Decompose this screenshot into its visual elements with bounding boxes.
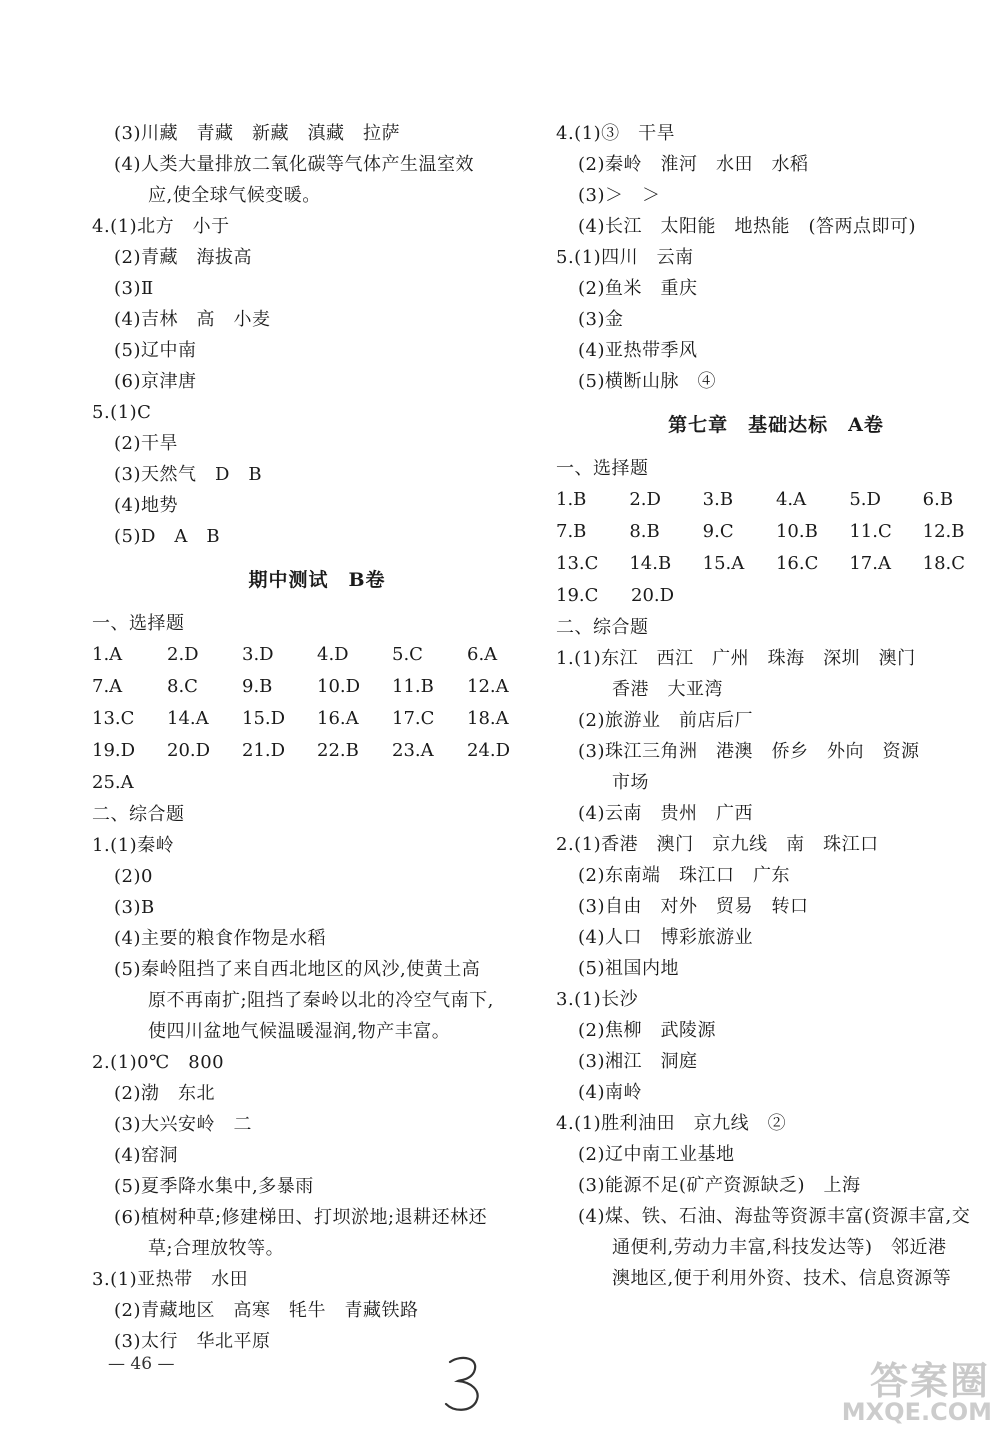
synthesis-line: (3)大兴安岭 二 [114, 1114, 252, 1135]
choice-answer: 8.B [629, 521, 660, 542]
choice-row [92, 671, 542, 703]
page-number: — 46 — [108, 1354, 175, 1374]
choice-answer: 4.D [317, 644, 349, 665]
synthesis-line: 草;合理放牧等。 [148, 1238, 285, 1259]
answer-line: (3)川藏 青藏 新藏 滇藏 拉萨 [114, 123, 400, 144]
choice-answer: 18.A [467, 708, 509, 729]
synthesis-line: 使四川盆地气候温暖湿润,物产丰富。 [148, 1021, 451, 1042]
choice-answers-right [556, 484, 996, 612]
synthesis-line: (2)旅游业 前店后厂 [578, 710, 753, 731]
answer-line: (2)干旱 [114, 433, 178, 454]
answer-line: (3)＞ ＞ [578, 185, 661, 206]
synthesis-line: (5)夏季降水集中,多暴雨 [114, 1176, 314, 1197]
synthesis-line: (3)能源不足(矿产资源缺乏) 上海 [578, 1175, 861, 1196]
answer-line: (4)亚热带季风 [578, 340, 698, 361]
synthesis-line: (6)植树种草;修建梯田、打坝淤地;退耕还林还 [114, 1207, 488, 1228]
answer-line: (5)横断山脉 ④ [578, 371, 716, 392]
synthesis-line: (2)渤 东北 [114, 1083, 215, 1104]
answer-line: 5.(1)C [92, 402, 152, 423]
choice-answers-left [92, 639, 542, 799]
watermark [841, 1350, 994, 1432]
answer-line: (5)D A B [114, 526, 221, 547]
choice-answer: 6.A [467, 644, 498, 665]
choice-answer: 16.A [317, 708, 359, 729]
choice-answer: 24.D [467, 740, 511, 761]
answer-line: (4)人类大量排放二氧化碳等气体产生温室效 [114, 154, 474, 175]
synthesis-line: 通便利,劳动力丰富,科技发达等) 邻近港 [612, 1237, 947, 1258]
answer-line: (4)长江 太阳能 地热能 (答两点即可) [578, 216, 917, 237]
choice-answer: 20.D [167, 740, 211, 761]
choice-row [556, 484, 996, 516]
synthesis-line: (4)煤、铁、石油、海盐等资源丰富(资源丰富,交 [578, 1206, 971, 1227]
choice-answer: 5.D [849, 489, 881, 510]
choice-answer: 13.C [92, 708, 135, 729]
choice-answer: 11.C [849, 521, 892, 542]
synthesis-line: (5)秦岭阻挡了来自西北地区的风沙,使黄土高 [114, 959, 481, 980]
answer-line: (5)辽中南 [114, 340, 197, 361]
synthesis-line: 1.(1)东江 西江 广州 珠海 深圳 澳门 [556, 648, 916, 669]
choice-answer: 9.B [242, 676, 273, 697]
choice-answer: 1.A [92, 644, 123, 665]
choice-answer: 19.D [92, 740, 136, 761]
synthesis-line: (4)人口 博彩旅游业 [578, 927, 753, 948]
synthesis-line: (2)辽中南工业基地 [578, 1144, 735, 1165]
choice-answer: 6.B [922, 489, 954, 510]
answer-line: (3)天然气 D B [114, 464, 263, 485]
section-title-midterm: 期中测试 B卷 [248, 569, 386, 591]
choice-answer: 13.C [556, 553, 599, 574]
choice-answer: 16.C [775, 553, 819, 574]
choice-answer: 7.A [92, 676, 123, 697]
left-intro-block [92, 118, 542, 552]
synthesis-line: (4)窑洞 [114, 1145, 178, 1166]
choice-answer: 10.D [317, 676, 361, 697]
synthesis-line: 3.(1)长沙 [556, 989, 639, 1010]
synthesis-line: 原不再南扩;阻挡了秦岭以北的冷空气南下, [148, 990, 494, 1011]
choice-row [556, 548, 996, 580]
choice-answer: 19.C [556, 585, 599, 606]
choice-answer: 3.B [702, 489, 734, 510]
watermark-title: 答案圈 [869, 1359, 990, 1403]
synthesis-line: (2)东南端 珠江口 广东 [578, 865, 790, 886]
choice-answer: 12.B [922, 521, 965, 542]
answer-line: (4)吉林 高 小麦 [114, 309, 271, 330]
choice-answer: 21.D [242, 740, 286, 761]
synthesis-line: (3)B [114, 897, 155, 918]
choice-answer: 18.C [922, 553, 966, 574]
choice-row [92, 639, 542, 671]
choice-answer: 7.B [556, 521, 587, 542]
choice-answer: 12.A [467, 676, 509, 697]
answer-line: 应,使全球气候变暖。 [148, 185, 321, 206]
answer-line: (6)京津唐 [114, 371, 197, 392]
choice-answer: 20.D [631, 585, 675, 606]
choice-answer: 1.B [556, 489, 587, 510]
choice-heading-left: 一、选择题 [92, 613, 185, 634]
choice-answer: 8.C [167, 676, 198, 697]
answer-line: (3)Ⅱ [114, 278, 154, 299]
synthesis-line: (4)主要的粮食作物是水稻 [114, 928, 326, 949]
choice-answer: 5.C [392, 644, 423, 665]
choice-answer: 4.A [775, 489, 807, 510]
synthesis-line: (3)自由 对外 贸易 转口 [578, 896, 809, 917]
choice-answer: 14.B [629, 553, 672, 574]
answer-line: (2)鱼米 重庆 [578, 278, 698, 299]
choice-answer: 15.A [702, 553, 745, 574]
answer-line: 4.(1)北方 小于 [92, 216, 230, 237]
handwritten-three-icon [440, 1352, 490, 1414]
choice-answer: 11.B [392, 676, 434, 697]
synthesis-line: 2.(1)香港 澳门 京九线 南 珠江口 [556, 834, 879, 855]
choice-answer: 23.A [392, 740, 434, 761]
synthesis-line: (2)青藏地区 高寒 牦牛 青藏铁路 [114, 1300, 419, 1321]
synthesis-line: 香港 大亚湾 [612, 679, 723, 700]
answer-line: (4)地势 [114, 495, 178, 516]
synthesis-line: (3)湘江 洞庭 [578, 1051, 698, 1072]
left-column [92, 118, 542, 1357]
answer-line: 5.(1)四川 云南 [556, 247, 694, 268]
section-title-chapter7: 第七章 基础达标 A卷 [668, 414, 884, 436]
choice-row [556, 516, 996, 548]
synthesis-heading-right: 二、综合题 [556, 617, 649, 638]
choice-answer: 3.D [242, 644, 274, 665]
synthesis-line: 1.(1)秦岭 [92, 835, 175, 856]
choice-row [556, 580, 996, 612]
synthesis-line: (5)祖国内地 [578, 958, 679, 979]
synthesis-line: (4)云南 贵州 广西 [578, 803, 753, 824]
answer-line: (2)秦岭 淮河 水田 水稻 [578, 154, 809, 175]
handwritten-mark [440, 1352, 490, 1414]
answer-line: 4.(1)③ 干旱 [556, 123, 676, 144]
synthesis-line: (2)0 [114, 866, 153, 887]
synthesis-line: 3.(1)亚热带 水田 [92, 1269, 249, 1290]
choice-answer: 17.C [392, 708, 435, 729]
synthesis-line: (4)南岭 [578, 1082, 642, 1103]
synthesis-line: (2)焦柳 武陵源 [578, 1020, 716, 1041]
synthesis-heading-left: 二、综合题 [92, 804, 185, 825]
watermark-domain: MXQE.COM [841, 1398, 992, 1426]
synthesis-line: 澳地区,便于利用外资、技术、信息资源等 [612, 1268, 952, 1289]
synthesis-line: 4.(1)胜利油田 京九线 ② [556, 1113, 787, 1134]
synthesis-line: 市场 [612, 772, 649, 793]
synthesis-line: 2.(1)0℃ 800 [92, 1052, 225, 1073]
choice-answer: 15.D [242, 708, 286, 729]
synthesis-line: (3)太行 华北平原 [114, 1331, 271, 1352]
choice-answer: 2.D [167, 644, 199, 665]
choice-heading-right: 一、选择题 [556, 458, 649, 479]
right-intro-block [556, 118, 996, 397]
choice-row [92, 767, 542, 799]
choice-answer: 9.C [702, 521, 734, 542]
answer-line: (2)青藏 海拔高 [114, 247, 252, 268]
choice-answer: 14.A [167, 708, 209, 729]
choice-answer: 22.B [317, 740, 359, 761]
choice-answer: 2.D [629, 489, 661, 510]
answer-line: (3)金 [578, 309, 624, 330]
synthesis-line: (3)珠江三角洲 港澳 侨乡 外向 资源 [578, 741, 920, 762]
synthesis-answers-left [92, 830, 542, 1357]
choice-answer: 25.A [92, 772, 134, 793]
choice-answer: 10.B [775, 521, 818, 542]
choice-answer: 17.A [849, 553, 891, 574]
choice-row [92, 703, 542, 735]
choice-row [92, 735, 542, 767]
right-column [556, 118, 996, 1294]
synthesis-answers-right [556, 643, 996, 1294]
